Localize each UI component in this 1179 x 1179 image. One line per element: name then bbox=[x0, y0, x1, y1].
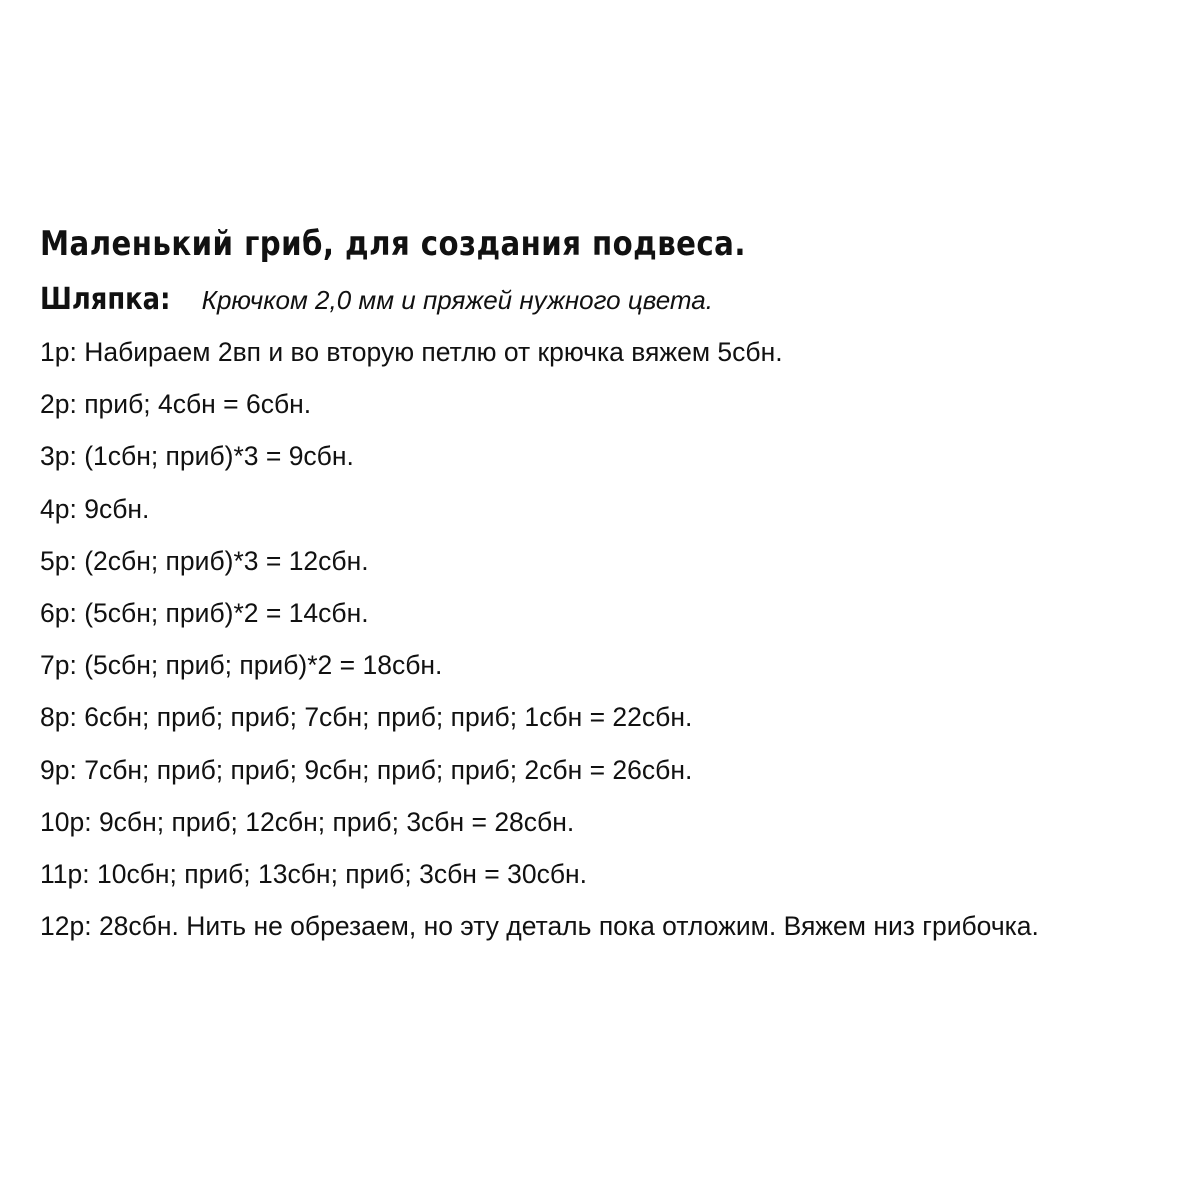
pattern-row: 9р: 7сбн; приб; приб; 9сбн; приб; приб; 2сбн = 26сбн. bbox=[40, 754, 693, 785]
document-title: Маленький гриб, для создания подвеса. bbox=[40, 224, 746, 264]
section-label: Шляпка: bbox=[40, 282, 171, 317]
pattern-row: 12р: 28сбн. Нить не обрезаем, но эту деталь пока отложим. Вяжем низ грибочка. bbox=[40, 911, 1039, 942]
pattern-row: 1р: Набираем 2вп и во вторую петлю от крючка вяжем 5сбн. bbox=[40, 337, 783, 367]
pattern-row: 3р: (1сбн; приб)*3 = 9сбн. bbox=[40, 441, 354, 472]
pattern-row: 11р: 10сбн; приб; 13сбн; приб; 3сбн = 30сбн. bbox=[40, 858, 587, 889]
pattern-row: 2р: приб; 4сбн = 6сбн. bbox=[40, 389, 312, 420]
pattern-row: 6р: (5сбн; приб)*2 = 14сбн. bbox=[40, 597, 369, 628]
row-list bbox=[40, 326, 1165, 952]
section-note: Крючком 2,0 мм и пряжей нужного цвета. bbox=[201, 285, 713, 315]
pattern-row: 4р: 9сбн. bbox=[40, 493, 150, 524]
pattern-row: 7р: (5сбн; приб; приб)*2 = 18сбн. bbox=[40, 650, 443, 681]
section-header bbox=[40, 274, 1165, 326]
pattern-row: 10р: 9сбн; приб; 12сбн; приб; 3сбн = 28сбн. bbox=[40, 806, 575, 837]
pattern-row: 8р: 6сбн; приб; приб; 7сбн; приб; приб; 1сбн = 22сбн. bbox=[40, 702, 693, 733]
pattern-row: 5р: (2сбн; приб)*3 = 12сбн. bbox=[40, 545, 369, 576]
pattern-document bbox=[40, 218, 1165, 952]
